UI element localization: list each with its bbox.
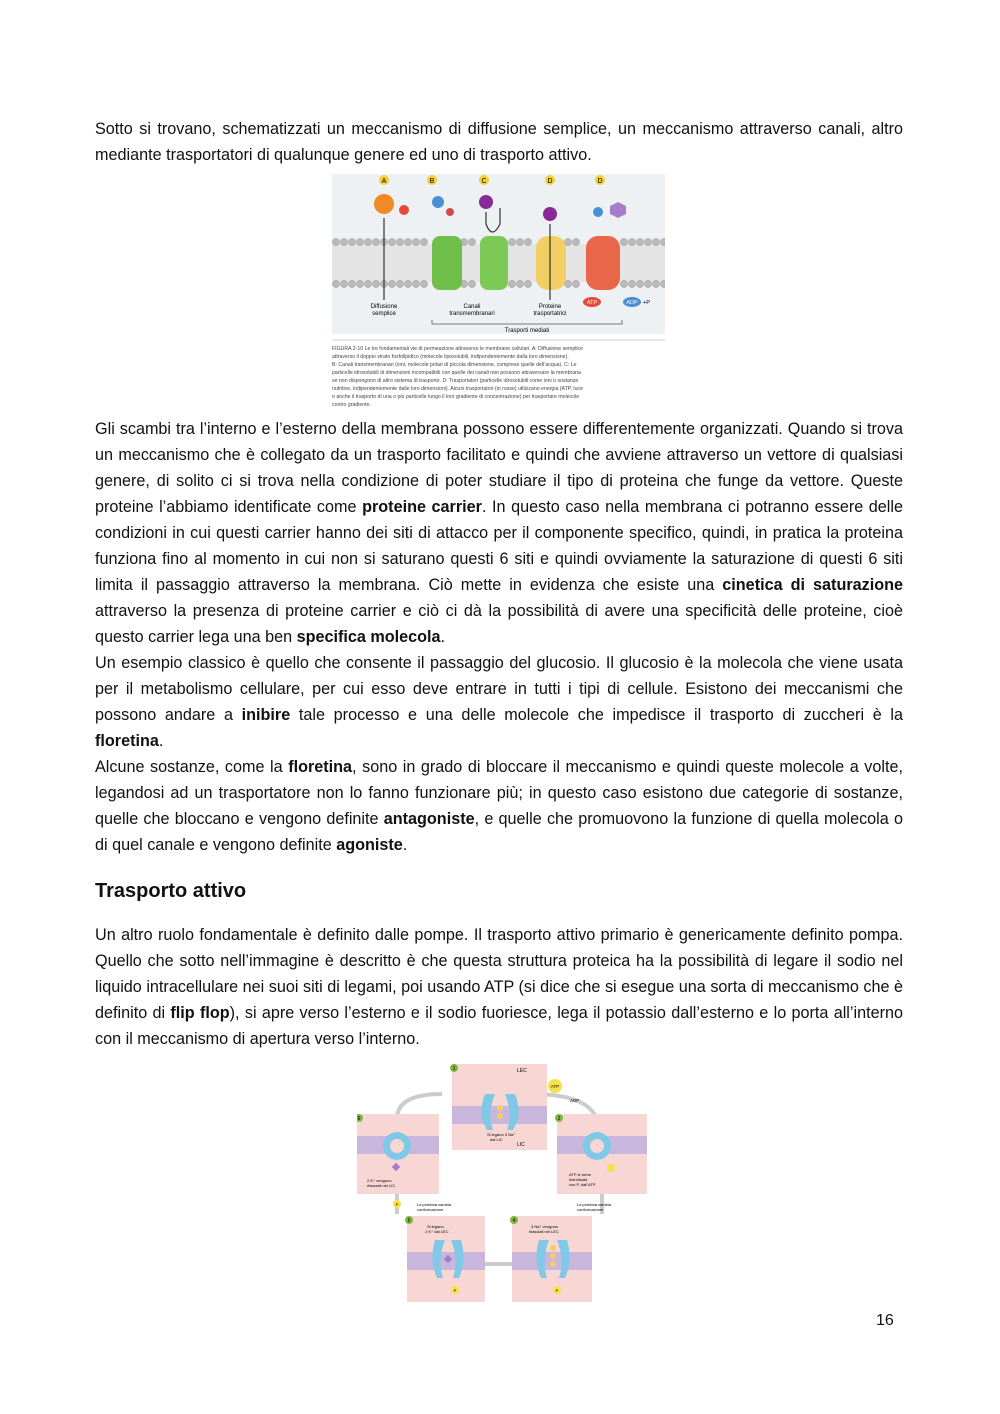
svg-text:dal LIC: dal LIC [490,1137,503,1142]
adp-label: ADP [626,300,638,306]
svg-text:1: 1 [452,1066,456,1072]
svg-text:4: 4 [512,1218,516,1224]
svg-text:con P, dall’ATP: con P, dall’ATP [569,1182,596,1187]
svg-text:A: A [381,178,387,185]
label-mediated: Trasporti mediati [504,328,550,334]
svg-text:B: B [429,178,435,185]
svg-text:2 K⁺ vengono: 2 K⁺ vengono [367,1178,392,1183]
svg-text:ATP si viene: ATP si viene [569,1172,592,1177]
svg-text:se non dispongono di altro sis: se non dispongono di altro sistema di trasporto. D: Trasportatori (particelle idrosolubili come ioni o sostanze [332,378,579,384]
page-number: 16 [876,1312,894,1329]
paragraph-exchanges: Gli scambi tra l’interno e l’esterno della membrana possono essere differentemente organizzati. Quando si trova un meccanismo che è collegato da un trasporto facilitato e quindi che avviene attraverso un vettore di qualsiasi genere, di solito ci si trova nella condizione di poter studiare il tipo di proteina che funge da vettore. Queste proteine l’abbiamo identificate come proteine carrier. In questo caso nella membrana ci potranno essere delle condizioni in cui questi carrier hanno dei siti di attacco per il componente specifico, quindi, in pratica la proteina funziona fino al momento in cui non si saturano questi 6 siti e quindi ovviamente la saturazione di questi 6 siti limita il passaggio attraverso la membrana. Ciò mette in evidenza che esiste una cinetica di saturazione attraverso la presenza di proteine carrier e ciò ci dà la possibilità di avere una specificità delle proteine, cioè questo carrier lega una ben specifica molecola. [95,420,904,646]
ion [432,196,444,208]
svg-text:B: Canali transmembranari (ion: B: Canali transmembranari (ioni, molecole polari di piccola dimensione, comprese quelle dell’acqua). C: Le [332,362,577,368]
svg-text:6: 6 [357,1116,361,1122]
atp-label: ATP [586,300,598,306]
conformation-label-left-1: La proteina cambia [417,1202,452,1207]
svg-text:nutritive, indipendentemente d: nutritive, indipendentemente dalle loro dimensioni). Alcuni trasportatori (in rosso) utilizzano energia (ATP, luce [332,386,583,392]
active-carrier-protein [586,236,620,290]
label-carriers-1: Proteine [538,304,562,310]
svg-text:hidrolisata: hidrolisata [569,1177,588,1182]
polar-molecule [479,195,493,209]
phosphate-label: P [395,1202,399,1207]
carrier-protein [536,236,566,290]
svg-text:2: 2 [557,1116,561,1122]
label-carriers-2: trasportatrici [533,311,567,317]
atp-label: ATP [550,1084,560,1089]
pump-panel-left [357,1114,439,1194]
paragraph-active-transport: Un altro ruolo fondamentale è definito dalle pompe. Il trasporto attivo primario è genericamente definito pompa. Quello che sotto nell’immagine è descritto è che questa struttura proteica ha la possibilità di legare il sodio nel liquido intracellulare nei suoi siti di legami, poi usando ATP (si dice che si esegue una sorta di meccanismo che è definito di flip flop), si apre verso l’esterno e il sodio fuoriesce, lega il potassio dall’esterno e lo porta all’interno con il meccanismo di apertura verso l’interno. [95,926,903,1048]
sodium-potassium-pump-figure [357,1064,647,1304]
paragraph-glucose: Un esempio classico è quello che consente il passaggio del glucosio. Il glucosio è la molecola che viene usata per il metabolismo cellulare, per cui esso deve entrare in tutti i tipi di cellule. Esistono dei meccanismi che possono andare a inibire tale processo e una delle molecole che impedisce il trasporto di zuccheri è la floretina. [95,654,903,750]
svg-text:D: D [547,178,553,185]
pump-panel-1 [450,1064,547,1150]
svg-text:P: P [555,1288,559,1293]
svg-text:Si legano: Si legano [427,1224,444,1229]
intro-paragraph: Sotto si trovano, schematizzati un meccanismo di diffusione semplice, un meccanismo attraverso canali, altro mediante trasportatori di qualunque genere ed uno di trasporto attivo. [95,120,903,164]
svg-text:rilasciati nel LEC: rilasciati nel LEC [529,1229,559,1234]
svg-text:P: P [453,1288,457,1293]
pump-cycle-diagram [357,1064,647,1304]
channel-protein-closed [432,236,462,290]
conformation-label-left-2: conformazione [417,1207,444,1212]
channel-protein-open [480,236,508,290]
paragraph-antagonists: Alcune sostanze, come la floretina, sono in grado di bloccare il meccanismo e quindi queste molecole a volte, legandosi ad un trasportatore non lo fanno funzionare più; in questo caso esistono due categorie di sostanze, quelle che bloccano e vengono definite antagoniste, e quelle che promuovono la funzione di quella molecola o di quel canale e vengono definite agoniste. [95,758,903,854]
label-diffusion-2: semplice [372,311,396,317]
svg-text:rilasciati nel LIC: rilasciati nel LIC [367,1183,396,1188]
svg-text:attraverso il doppio strato fo: attraverso il doppio strato fosfolipidico (molecole liposolubili, indipendentemente dalla loro dimensione). [332,354,569,360]
pump-panel-right [555,1114,647,1194]
conformation-label-right-1: La proteina cambia [577,1202,612,1207]
label-channels-2: transmembranari [449,311,495,317]
label-diffusion-1: Diffusione [370,304,398,310]
svg-text:Si legano 3 Na⁺: Si legano 3 Na⁺ [487,1132,516,1137]
pump-panel-bottom-right [510,1216,592,1302]
svg-text:o anche il trasporto di una o: o anche il trasporto di una o più particelle lungo il loro gradiente di concentrazione) per trasportare molecole [332,394,580,400]
figure-caption [332,346,583,408]
svg-text:contro gradiente.: contro gradiente. [332,402,371,408]
section-heading: Trasporto attivo [95,880,247,902]
svg-text:LIC: LIC [517,1142,525,1148]
svg-text:FIGURA 2-10 Le tre fondamenta: FIGURA 2-10 Le tre fondamentali vie di permeazione attraverso le membrane cellulari. A: Diffusione semplice [332,346,584,352]
molecule [399,205,409,215]
ion [446,208,454,216]
svg-text:particelle idrosolubili di dim: particelle idrosolubili di dimensioni incompatibili con quelle dei canali non possono attraversare la membrana [332,370,581,376]
svg-text:D: D [597,178,603,185]
membrane-transport-diagram [332,174,665,410]
svg-text:LEC: LEC [517,1068,527,1074]
svg-text:C: C [481,178,487,185]
carrier-substrate [543,207,557,221]
membrane-transport-figure [332,174,665,410]
page-content [95,116,903,1304]
lipophilic-molecule [374,194,394,214]
svg-text:5: 5 [407,1218,411,1224]
pump-panel-bottom-left [405,1216,485,1302]
conformation-label-right-2: conformazione [577,1207,604,1212]
svg-text:3 Na⁺ vengono: 3 Na⁺ vengono [531,1224,559,1229]
adp-label: ADP [570,1098,580,1103]
svg-text:2 K⁺ dal LEC: 2 K⁺ dal LEC [425,1229,449,1234]
label-channels-1: Canali [463,304,481,310]
pi-label: +P [643,300,650,306]
carrier-substrate [593,207,603,217]
